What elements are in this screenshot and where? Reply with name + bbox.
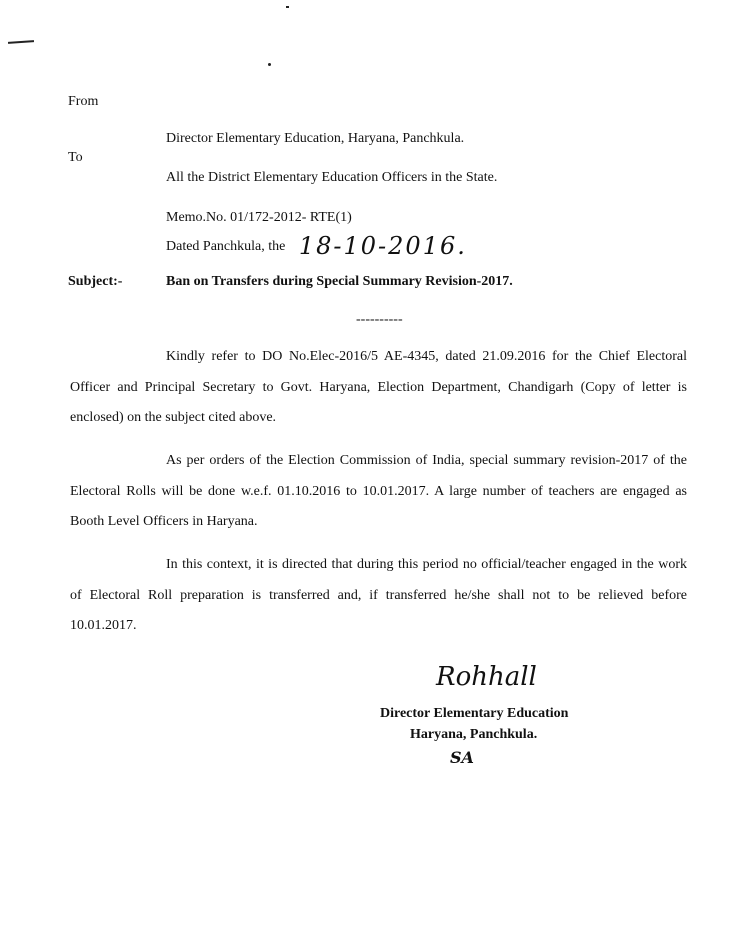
from-text: Director Elementary Education, Haryana, Panchkula. <box>166 131 465 146</box>
paragraph-text: As per orders of the Election Commission of India, special summary revision-2017 of the Electoral Rolls will be done w.e.f. 01.10.2016 to 10.01.2017. A large number of teachers are engaged as Booth Level Officers in Haryana. <box>70 453 687 529</box>
scan-mark <box>286 6 289 8</box>
signatory-place: Haryana, Panchkula. <box>410 727 538 742</box>
subject-label: Subject:- <box>68 274 123 289</box>
scan-mark <box>8 40 34 44</box>
dated-prefix: Dated Panchkula, the <box>166 239 286 254</box>
dated-line <box>166 228 467 260</box>
memo-number: Memo.No. 01/172-2012- RTE(1) <box>166 210 352 225</box>
signature: Rohhall <box>436 662 537 692</box>
body-paragraph-1 <box>70 342 687 434</box>
paragraph-text: Kindly refer to DO No.Elec-2016/5 AE-4345, dated 21.09.2016 for the Chief Electoral Officer and Principal Secretary to Govt. Haryana, Election Department, Chandigarh (Copy of letter is enclosed) on the subject cited above. <box>70 349 687 425</box>
initials: SA <box>450 748 474 767</box>
signatory-title: Director Elementary Education <box>380 706 569 721</box>
body-paragraph-3 <box>70 550 687 642</box>
from-label: From <box>68 94 99 109</box>
handwritten-date: 18-10-2016. <box>298 232 467 260</box>
subject-text: Ban on Transfers during Special Summary Revision-2017. <box>166 274 513 289</box>
body-paragraph-2 <box>70 446 687 538</box>
to-label: To <box>68 150 83 165</box>
separator: ---------- <box>356 312 403 327</box>
scan-mark <box>268 63 271 66</box>
to-text: All the District Elementary Education Officers in the State. <box>166 170 498 185</box>
paragraph-text: In this context, it is directed that during this period no official/teacher engaged in the work of Electoral Roll preparation is transferred and, if transferred he/she shall not to be relieved before 10.01.2017. <box>70 557 687 633</box>
